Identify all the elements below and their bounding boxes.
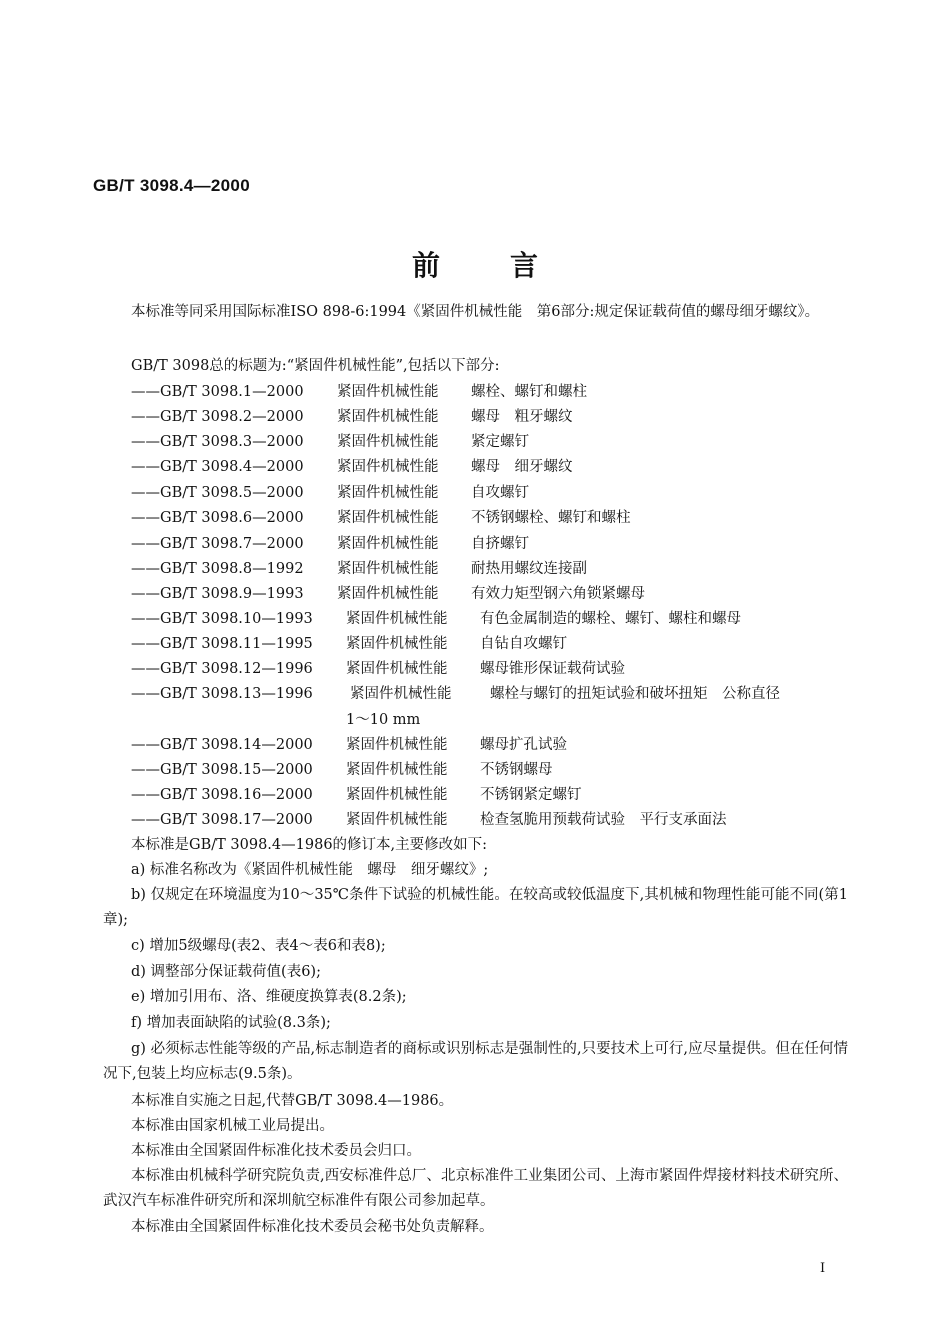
list-item	[131, 481, 529, 506]
part-title: 不锈钢螺母	[480, 762, 553, 778]
part-code: ——GB/T 3098.15—2000	[131, 762, 313, 778]
revision-item-c: c) 增加5级螺母(表2、表4～表6和表8);	[131, 938, 386, 954]
part-name: 紧固件机械性能	[346, 611, 448, 627]
list-item	[131, 455, 573, 480]
list-item	[131, 758, 553, 783]
part-title: 螺母 细牙螺纹	[471, 459, 573, 475]
part-title: 检查氢脆用预载荷试验 平行支承面法	[480, 812, 727, 828]
part-code: ——GB/T 3098.14—2000	[131, 737, 313, 753]
part-code: ——GB/T 3098.5—2000	[131, 485, 304, 501]
part-name: 紧固件机械性能	[346, 762, 448, 778]
list-item	[131, 532, 529, 557]
part-title: 有色金属制造的螺栓、螺钉、螺柱和螺母	[480, 611, 741, 627]
part-name: 紧固件机械性能	[337, 510, 439, 526]
part-title: 自钻自攻螺钉	[480, 636, 567, 652]
part-title: 不锈钢紧定螺钉	[480, 787, 582, 803]
closing-paragraph-4: 本标准由机械科学研究院负责,西安标准件总厂、北京标准件工业集团公司、上海市紧固件焊接材料技术研究所、武汉汽车标准件研究所和深圳航空标准件有限公司参加起草。	[103, 1168, 848, 1209]
page-title: 前言	[411, 249, 608, 282]
part-title: 螺母 粗牙螺纹	[471, 409, 573, 425]
standard-number: GB/T 3098.4—2000	[93, 176, 250, 195]
list-item	[131, 557, 587, 582]
part-code: ——GB/T 3098.4—2000	[131, 459, 304, 475]
part-code: ——GB/T 3098.10—1993	[131, 611, 313, 627]
closing-paragraph-1: 本标准自实施之日起,代替GB/T 3098.4—1986。	[131, 1093, 454, 1109]
part-name: 紧固件机械性能	[346, 661, 448, 677]
part-title: 螺母扩孔试验	[480, 737, 567, 753]
part-code: ——GB/T 3098.2—2000	[131, 409, 304, 425]
part-title: 有效力矩型钢六角锁紧螺母	[471, 586, 645, 602]
part-title: 螺母锥形保证载荷试验	[480, 661, 625, 677]
part-code: ——GB/T 3098.13—1996	[131, 686, 313, 702]
part-name: 紧固件机械性能	[337, 561, 439, 577]
part-title: 紧定螺钉	[471, 434, 529, 450]
closing-paragraph-2: 本标准由国家机械工业局提出。	[131, 1118, 334, 1134]
intro-paragraph-2: GB/T 3098总的标题为:“紧固件机械性能”,包括以下部分:	[131, 358, 500, 374]
list-item	[131, 632, 567, 657]
part-code: ——GB/T 3098.6—2000	[131, 510, 304, 526]
part-code: ——GB/T 3098.3—2000	[131, 434, 304, 450]
revision-item-f: f) 增加表面缺陷的试验(8.3条);	[131, 1015, 331, 1031]
part-name: 紧固件机械性能	[337, 485, 439, 501]
list-item	[131, 607, 741, 632]
closing-paragraph-5: 本标准由全国紧固件标准化技术委员会秘书处负责解释。	[131, 1219, 494, 1235]
revision-intro: 本标准是GB/T 3098.4—1986的修订本,主要修改如下:	[131, 837, 488, 853]
part-title: 螺栓与螺钉的扭矩试验和破坏扭矩 公称直径	[490, 686, 780, 702]
list-item	[131, 783, 582, 808]
part-code: ——GB/T 3098.12—1996	[131, 661, 313, 677]
intro-paragraph-1: 本标准等同采用国际标准ISO 898-6:1994《紧固件机械性能 第6部分:规定保证载荷值的螺母细牙螺纹》。	[131, 304, 820, 320]
part-title: 不锈钢螺栓、螺钉和螺柱	[471, 510, 631, 526]
revision-item-a: a) 标准名称改为《紧固件机械性能 螺母 细牙螺纹》;	[131, 862, 489, 878]
part-name: 紧固件机械性能	[337, 409, 439, 425]
part-name: 紧固件机械性能	[346, 737, 448, 753]
part-name: 紧固件机械性能	[337, 434, 439, 450]
part-name: 紧固件机械性能	[346, 636, 448, 652]
list-item	[131, 506, 631, 531]
part-name: 紧固件机械性能	[337, 384, 439, 400]
list-item	[131, 582, 645, 607]
list-item	[131, 808, 727, 833]
part-name: 紧固件机械性能	[346, 787, 448, 803]
revision-item-e: e) 增加引用布、洛、维硬度换算表(8.2条);	[131, 989, 407, 1005]
page-number: I	[820, 1261, 826, 1276]
closing-paragraph-3: 本标准由全国紧固件标准化技术委员会归口。	[131, 1143, 421, 1159]
list-item	[131, 733, 567, 758]
list-item	[131, 657, 625, 682]
revision-item-d: d) 调整部分保证载荷值(表6);	[131, 964, 321, 980]
list-item	[131, 430, 529, 455]
part-code: ——GB/T 3098.11—1995	[131, 636, 313, 652]
part-code: ——GB/T 3098.17—2000	[131, 812, 313, 828]
part-name: 紧固件机械性能	[337, 459, 439, 475]
list-item	[131, 405, 573, 430]
part-title: 耐热用螺纹连接副	[471, 561, 587, 577]
list-item-continuation: 1～10 mm	[346, 712, 421, 728]
part-title: 自挤螺钉	[471, 536, 529, 552]
revision-item-g: g) 必须标志性能等级的产品,标志制造者的商标或识别标志是强制性的,只要技术上可行,应尽量提供。但在任何情况下,包装上均应标志(9.5条)。	[103, 1041, 848, 1082]
part-title: 自攻螺钉	[471, 485, 529, 501]
part-code: ——GB/T 3098.1—2000	[131, 384, 304, 400]
part-title: 螺栓、螺钉和螺柱	[471, 384, 587, 400]
part-name: 紧固件机械性能	[350, 686, 452, 702]
part-name: 紧固件机械性能	[337, 586, 439, 602]
part-code: ——GB/T 3098.7—2000	[131, 536, 304, 552]
list-item	[131, 682, 780, 707]
part-code: ——GB/T 3098.16—2000	[131, 787, 313, 803]
part-name: 紧固件机械性能	[346, 812, 448, 828]
part-code: ——GB/T 3098.8—1992	[131, 561, 304, 577]
part-code: ——GB/T 3098.9—1993	[131, 586, 304, 602]
list-item	[131, 380, 587, 405]
revision-item-b: b) 仅规定在环境温度为10～35℃条件下试验的机械性能。在较高或较低温度下,其机械和物理性能可能不同(第1章);	[103, 887, 848, 928]
part-name: 紧固件机械性能	[337, 536, 439, 552]
